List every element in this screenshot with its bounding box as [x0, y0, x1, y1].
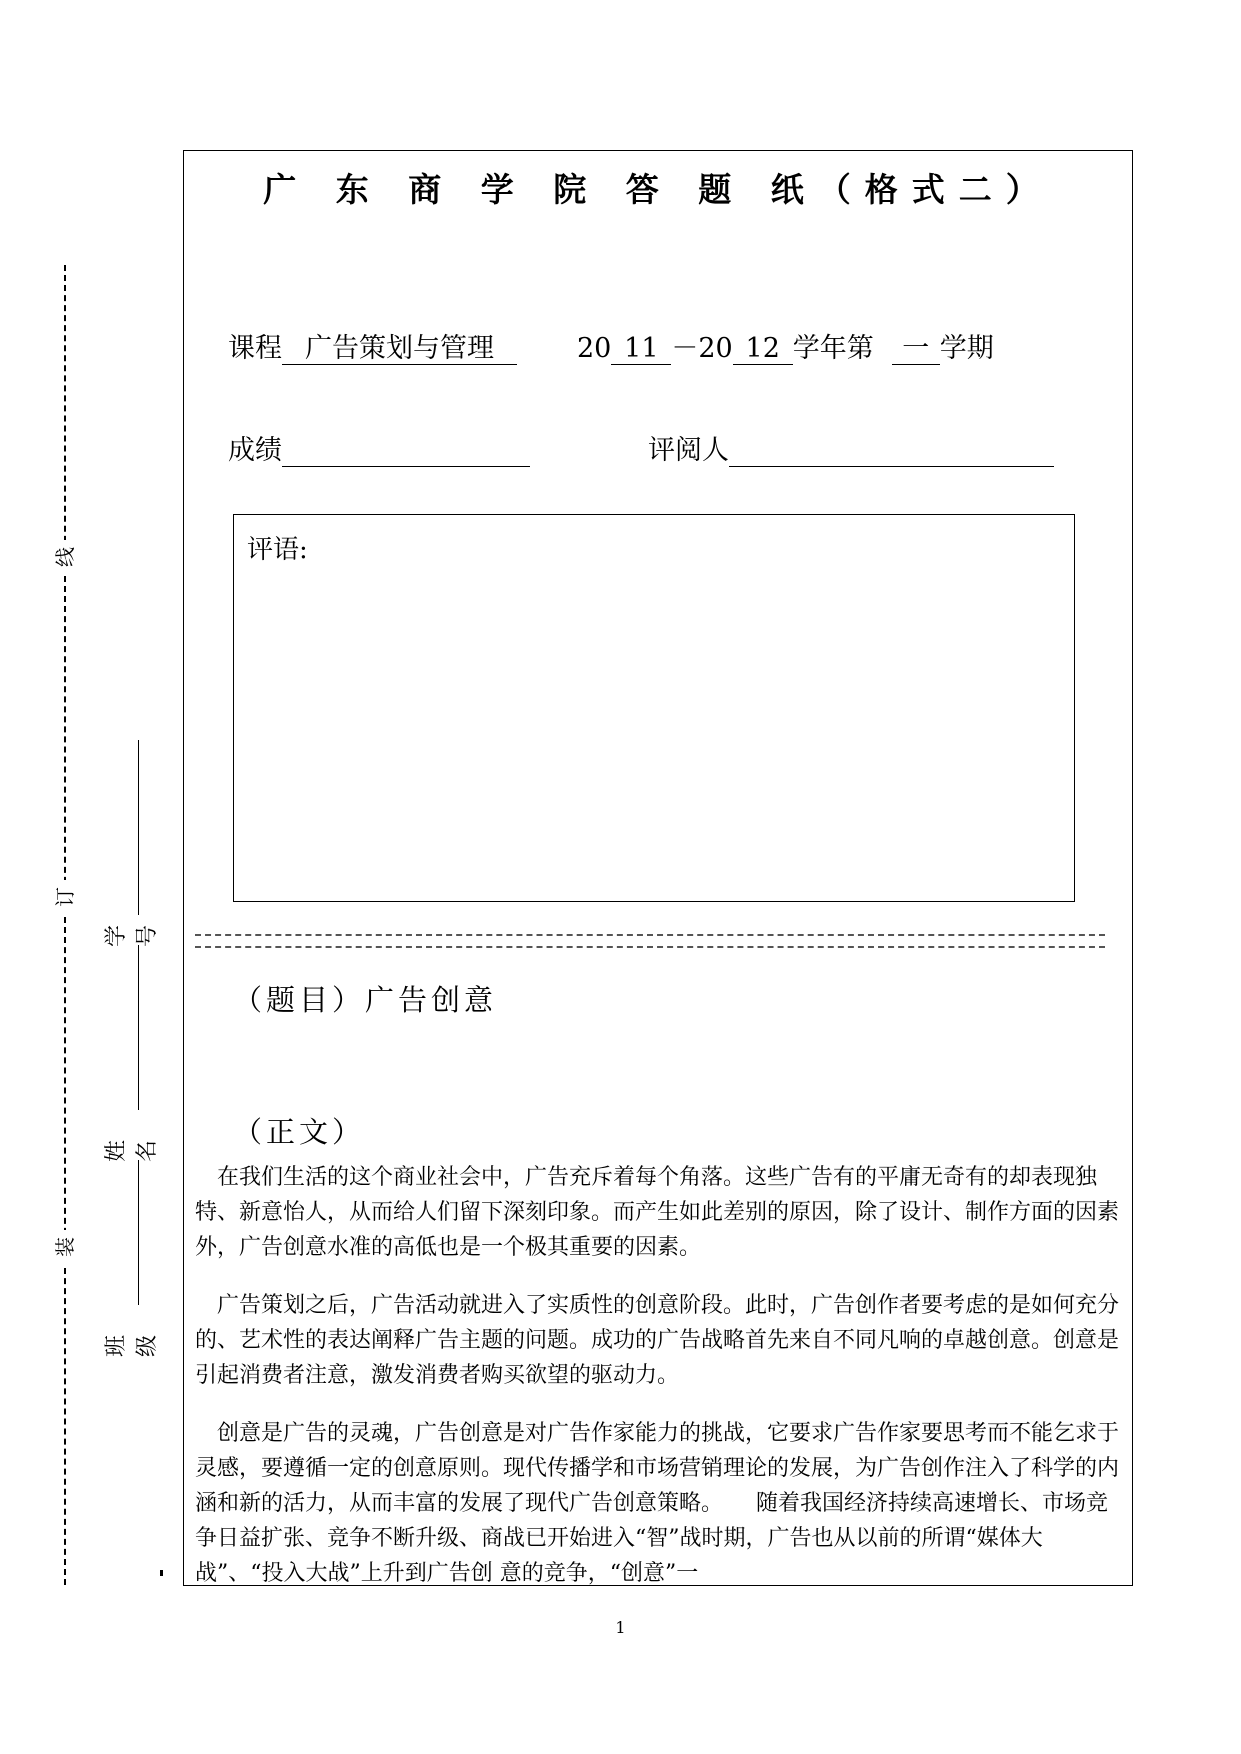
body-paragraph-3 [195, 1416, 1120, 1591]
binding-char-bind: 订 [48, 880, 82, 914]
year-end: 12 [733, 334, 793, 365]
binding-char-line: 线 [48, 540, 82, 574]
reviewer-blank[interactable] [729, 436, 1054, 467]
binding-char-mount: 装 [48, 1230, 82, 1264]
paragraph-text: 创意是广告的灵魂，广告创意是对广告作家能力的挑战，它要求广告作家要思考而不能乞求于灵感，要遵循一定的创意原则。现代传播学和市场营销理论的发展，为广告创作注入了科学的内涵和新的活力，从而丰富的发展了现代广告创意策略。 随着我国经济持续高速增长、市场竞争日益扩张、竞争不断升级、商战已开始进入“智”战时期，广告也从以前的所谓“媒体大战”、“投入大战”上升到广告创 意的竞争，“创意”一 [195, 1421, 1120, 1586]
reviewer-label: 评阅人 [648, 435, 729, 466]
year-label: 学年第 [792, 333, 874, 364]
score-blank[interactable] [282, 436, 530, 467]
score-label: 成绩 [228, 435, 282, 466]
term-label: 学期 [939, 333, 994, 364]
year-prefix: 20 [577, 333, 612, 364]
body-heading: （正文） [233, 1115, 366, 1149]
class-label: 班级 [104, 1335, 160, 1358]
name-line [138, 945, 139, 1110]
course-label: 课程 [228, 333, 282, 364]
comment-box[interactable] [233, 514, 1075, 902]
binding-dashed-line [64, 265, 66, 1585]
comment-label: 评语: [247, 535, 308, 565]
topic-heading: （题目）广告创意 [233, 983, 498, 1017]
student-id-label: 学号 [104, 925, 160, 948]
body-paragraph-1 [195, 1160, 1120, 1265]
page-title: 广 东 商 学 院 答 题 纸（格式二） [263, 170, 1053, 209]
margin-mark [160, 1570, 163, 1576]
page-number: 1 [615, 1618, 626, 1637]
year-dash: －20 [671, 333, 733, 364]
course-value: 广告策划与管理 [282, 334, 517, 365]
paragraph-text: 在我们生活的这个商业社会中，广告充斥着每个角落。这些广告有的平庸无奇有的却表现独特、新意怡人，从而给人们留下深刻印象。而产生如此差别的原因，除了设计、制作方面的因素外，广告创意水准的高低也是一个极其重要的因素。 [195, 1165, 1120, 1260]
body-paragraph-2 [195, 1288, 1120, 1393]
student-id-line [138, 740, 139, 915]
section-separator [195, 934, 1105, 948]
name-label: 姓名 [104, 1140, 160, 1163]
score-row [228, 428, 530, 467]
class-line [138, 1160, 139, 1305]
paragraph-text: 广告策划之后，广告活动就进入了实质性的创意阶段。此时，广告创作者要考虑的是如何充分的、艺术性的表达阐释广告主题的问题。成功的广告战略首先来自不同凡响的卓越创意。创意是引起消费者注意，激发消费者购买欲望的驱动力。 [195, 1293, 1120, 1388]
course-row [228, 326, 994, 365]
reviewer-row [648, 428, 1054, 467]
year-start: 11 [611, 334, 671, 365]
term-value: 一 [892, 334, 940, 365]
